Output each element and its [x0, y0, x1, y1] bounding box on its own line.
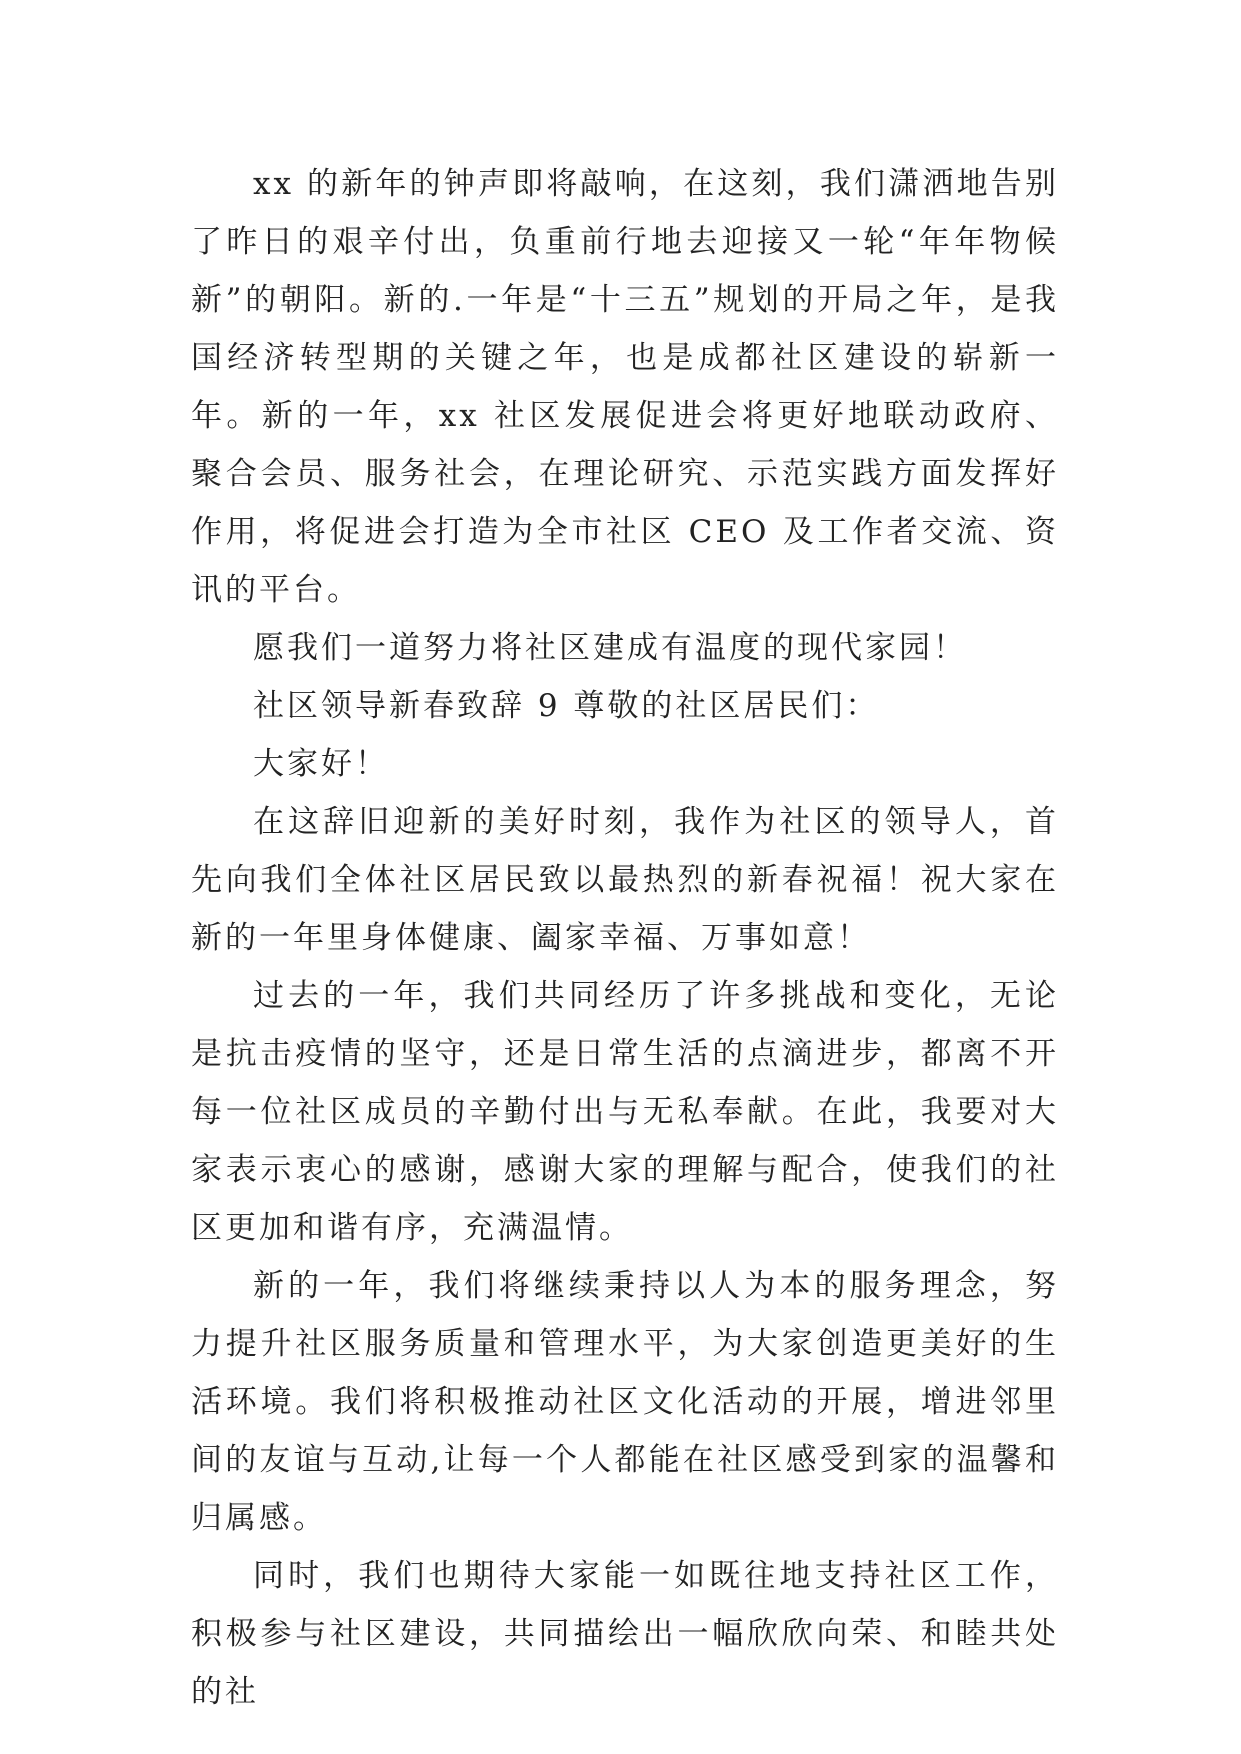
paragraph-past-year: 过去的一年，我们共同经历了许多挑战和变化，无论是抗击疫情的坚守，还是日常生活的点滴进步，都离不开每一位社区成员的辛勤付出与无私奉献。在此，我要对大家表示衷心的感谢，感谢大家的理解与配合，使我们的社区更加和谐有序，充满温情。: [191, 978, 1059, 1246]
paragraph-new-year-bell: xx 的新年的钟声即将敲响，在这刻，我们潇洒地告别了昨日的艰辛付出，负重前行地去迎接又一轮“年年物候新”的朝阳。新的.一年是“十三五”规划的开局之年，是我国经济转型期的关键之年，也是成都社区建设的崭新一年。新的一年，xx 社区发展促进会将更好地联动政府、聚合会员、服务社会，在理论研究、示范实践方面发挥好作用，将促进会打造为全市社区 CEO 及工作者交流、资讯的平台。: [191, 166, 1059, 608]
document-body: [191, 155, 1059, 1721]
paragraph-new-spring-blessing: 在这辞旧迎新的美好时刻，我作为社区的领导人，首先向我们全体社区居民致以最热烈的新春祝福！祝大家在新的一年里身体健康、阖家幸福、万事如意！: [191, 804, 1059, 956]
paragraph-greeting-heading: 社区领导新春致辞 9 尊敬的社区居民们：: [253, 688, 880, 724]
paragraph-hello: 大家好！: [253, 746, 389, 782]
paragraph-new-year-plans: 新的一年，我们将继续秉持以人为本的服务理念，努力提升社区服务质量和管理水平，为大家创造更美好的生活环境。我们将积极推动社区文化活动的开展，增进邻里间的友谊与互动,让每一个人都能在社区感受到家的温馨和归属感。: [191, 1268, 1059, 1536]
paragraph-warm-home-wish: 愿我们一道努力将社区建成有温度的现代家园！: [253, 630, 967, 666]
paragraph-support-request: 同时，我们也期待大家能一如既往地支持社区工作，积极参与社区建设，共同描绘出一幅欣欣向荣、和睦共处的社: [191, 1558, 1059, 1710]
